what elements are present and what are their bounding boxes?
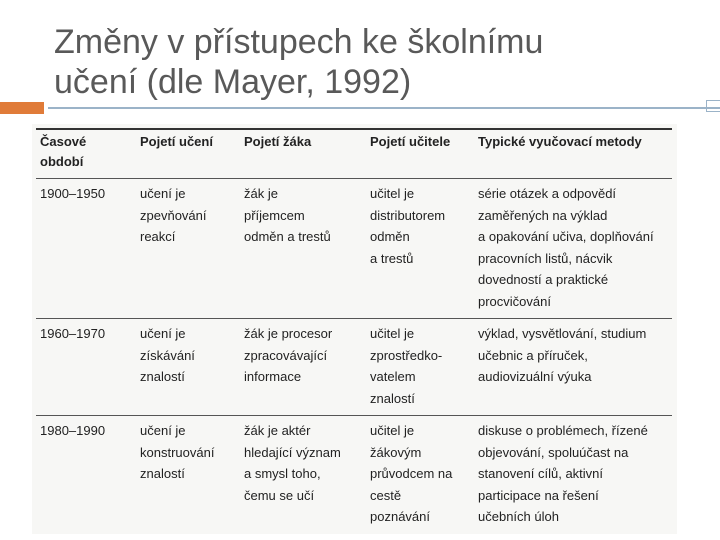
title-accent-blue-rule — [48, 107, 720, 109]
cell-learning: učení je zpevňování reakcí — [136, 179, 240, 319]
table-row — [36, 179, 672, 319]
header-concept-of-teacher: Pojetí učitele — [366, 129, 474, 179]
cell-pupil: žák je aktér hledající význam a smysl toho, čemu se učí — [244, 423, 341, 503]
header-time-period: Časové období — [36, 129, 136, 179]
cell-pupil: žák je procesor zpracovávající informace — [240, 319, 366, 416]
title-accent-orange-bar — [0, 102, 44, 114]
title-accent-blue-bracket — [706, 100, 720, 112]
header-teaching-methods: Typické vyučovací metody — [474, 129, 672, 179]
teaching-approaches-table — [36, 128, 672, 534]
cell-teacher: učitel je distributorem odměn a trestů — [366, 179, 474, 319]
cell-period: 1960–1970 — [36, 319, 136, 416]
slide-title-line-1: Změny v přístupech ke školnímu — [54, 23, 544, 61]
table-row — [36, 319, 672, 416]
cell-learning: učení je konstruování znalostí — [140, 423, 215, 481]
header-concept-of-learning: Pojetí učení — [136, 129, 240, 179]
cell-methods: diskuse o problémech, řízené objevování, spoluúčast na stanovení cílů, aktivní participace na řešení učebních úloh — [478, 423, 648, 524]
cell-pupil: žák je příjemcem odměn a trestů — [240, 179, 366, 319]
cell-learning: učení je získávání znalostí — [136, 319, 240, 416]
cell-methods: série otázek a odpovědí zaměřených na výklad a opakování učiva, doplňování pracovních listů, nácvik dovedností a praktické procvičování — [474, 179, 672, 319]
slide-title — [54, 22, 694, 102]
header-concept-of-pupil: Pojetí žáka — [240, 129, 366, 179]
cell-methods: výklad, vysvětlování, studium učebnic a příruček, audiovizuální výuka — [474, 319, 672, 416]
cell-teacher: učitel je žákovým průvodcem na cestě poznávání — [370, 423, 453, 524]
cell-teacher: učitel je zprostředko- vatelem znalostí — [366, 319, 474, 416]
cell-period: 1980–1990 — [40, 423, 106, 438]
slide-title-line-2: učení (dle Mayer, 1992) — [54, 63, 412, 101]
cell-period: 1900–1950 — [36, 179, 136, 319]
table-row — [36, 416, 672, 534]
table-header-row — [36, 129, 672, 179]
